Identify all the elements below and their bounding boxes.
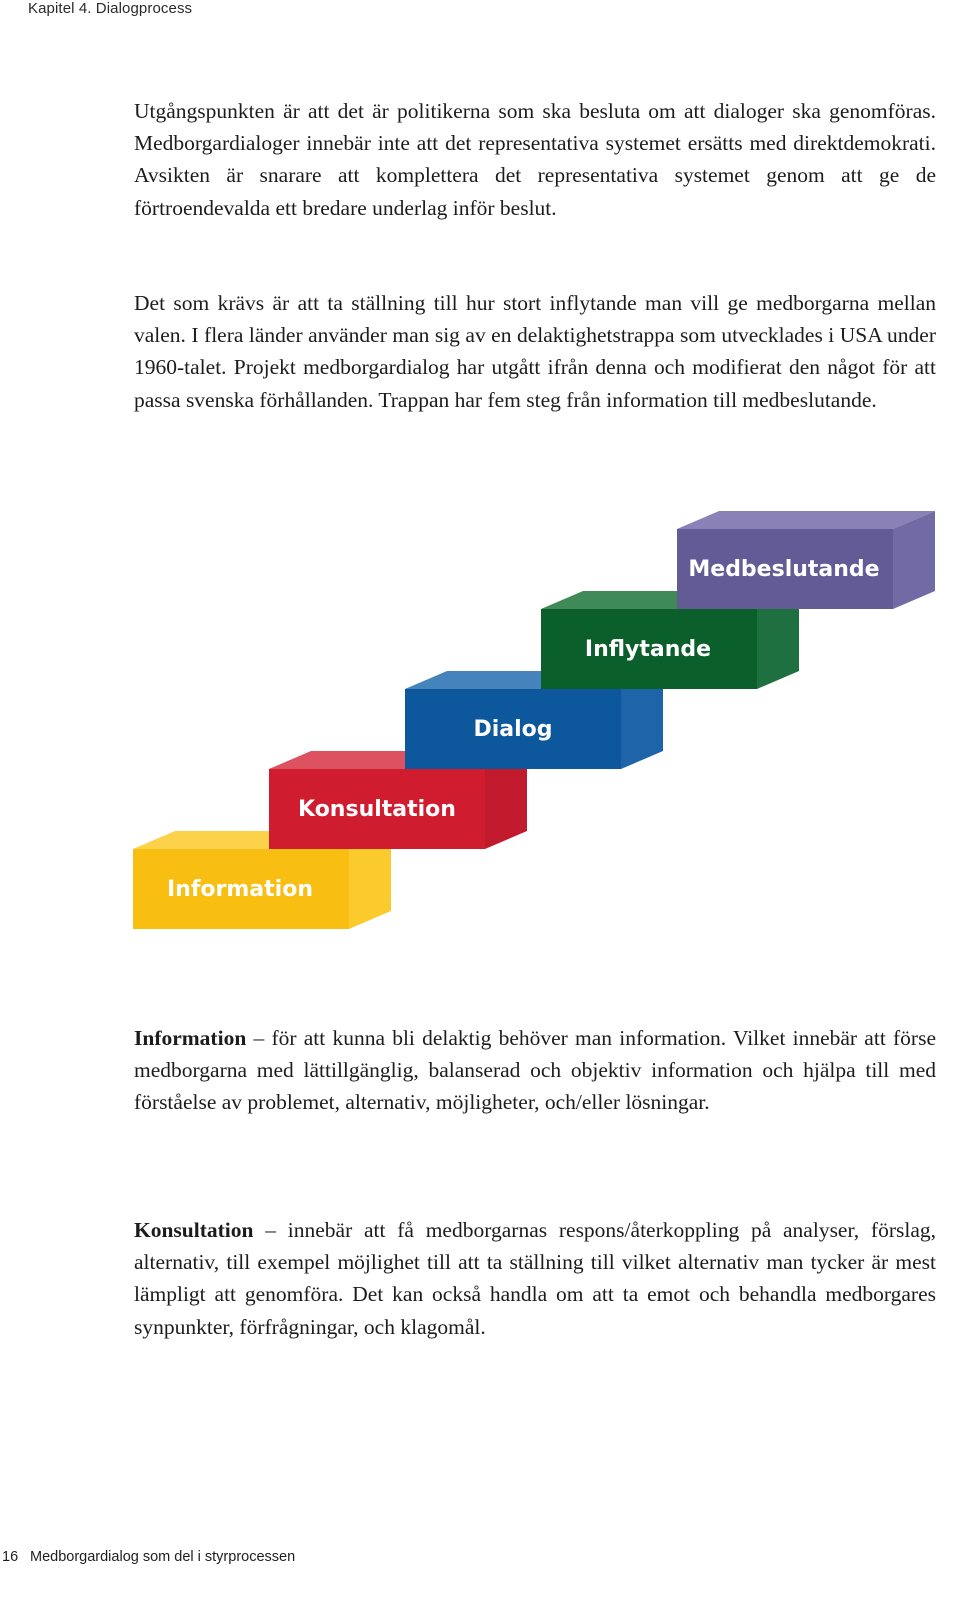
definition-term: Konsultation [134, 1218, 254, 1242]
publication-title: Medborgardialog som del i styrprocessen [30, 1549, 296, 1565]
step-label: Information [167, 877, 313, 902]
step-label: Medbeslutande [688, 557, 880, 582]
page-footer [0, 1549, 295, 1565]
step-label: Inflytande [584, 637, 712, 662]
definition-text: – för att kunna bli delaktig behöver man information. Vilket innebär att förse medborgarna med lättillgänglig, balanserad och objektiv information och hjälpa till med förståelse av problemet, alternativ, möjligheter, och/eller lösningar. [134, 1026, 936, 1115]
step-label: Dialog [473, 717, 553, 742]
definition-text: – innebär att få medborgarnas respons/återkoppling på analyser, förslag, alternativ, till exempel möjlighet till att ta ställning till vilket alternativ man tycker är mest lämpligt att genomföra. Det kan också handla om att ta emot och behandla medborgares synpunkter, förfrågningar, och klagomål. [134, 1218, 936, 1339]
definition-konsultation [134, 1214, 936, 1343]
intro-paragraph-1: Utgångspunkten är att det är politikerna som ska besluta om att dialoger ska genomföras. Medborgardialoger innebär inte att det representativa systemet ersätts med direktdemokrati. Avsikten är snarare att komplettera det representativa systemet genom att ge de förtroendevalda ett bredare underlag inför beslut. [134, 99, 936, 220]
definition-information [134, 1022, 936, 1119]
intro-paragraph-2: Det som krävs är att ta ställning till hur stort inflytande man vill ge medborgarna mellan valen. I flera länder använder man sig av en delaktighetstrappa som utvecklades i USA under 1960-talet. Projekt medborgardialog har utgått ifrån denna och modifierat den något för att passa svenska förhållanden. Trappan har fem steg från information till medbeslutande. [134, 291, 936, 412]
step-medbeslutande [677, 511, 935, 609]
definition-term: Information [134, 1026, 247, 1050]
page-number: 16 [2, 1549, 19, 1565]
running-head: Kapitel 4. Dialogprocess [28, 0, 193, 17]
step-top-face [677, 511, 935, 529]
step-label: Konsultation [298, 797, 456, 822]
